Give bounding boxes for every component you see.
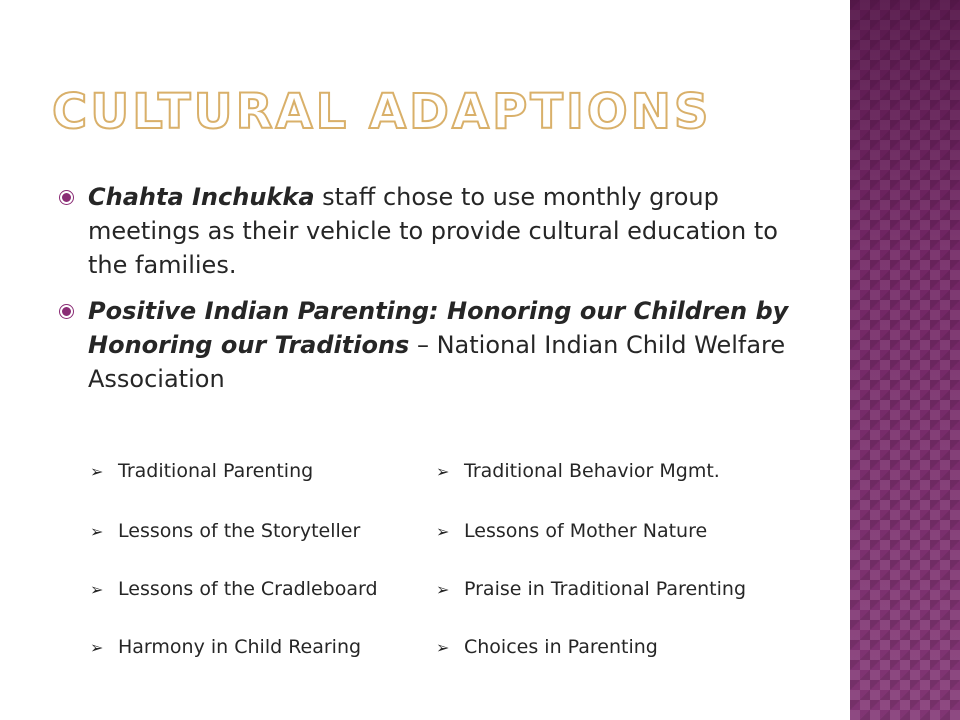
bullet-emphasis: Chahta Inchukka — [88, 183, 315, 211]
bullet-text: staff chose to use monthly group meetings as their vehicle to provide cultural education to the families. — [88, 183, 778, 279]
sub-list-item: ➢ Traditional Parenting — [90, 458, 313, 485]
sub-list-item: ➢ Harmony in Child Rearing — [90, 634, 361, 661]
bullet-list — [58, 180, 798, 408]
sub-list-item: ➢ Choices in Parenting — [436, 634, 658, 661]
arrow-bullet-icon: ➢ — [90, 462, 104, 481]
sub-list-item: ➢ Lessons of Mother Nature — [436, 518, 707, 545]
bullet-item — [58, 180, 798, 282]
circle-bullet-icon — [60, 305, 73, 318]
arrow-bullet-icon: ➢ — [436, 462, 450, 481]
slide-title: CULTURAL ADAPTIONS — [52, 84, 712, 140]
arrow-bullet-icon: ➢ — [90, 638, 104, 657]
arrow-bullet-icon: ➢ — [436, 522, 450, 541]
circle-bullet-icon — [60, 191, 73, 204]
sub-list-item: ➢ Lessons of the Cradleboard — [90, 576, 378, 603]
sub-list-item: ➢ Lessons of the Storyteller — [90, 518, 360, 545]
bullet-emphasis: Positive Indian Parenting: Honoring our Children by Honoring our Traditions — [88, 297, 789, 359]
bullet-text: – National Indian Child Welfare Association — [88, 331, 786, 393]
arrow-bullet-icon: ➢ — [436, 638, 450, 657]
bullet-item — [58, 294, 798, 396]
arrow-bullet-icon: ➢ — [90, 522, 104, 541]
sub-list-item: ➢ Praise in Traditional Parenting — [436, 576, 746, 603]
arrow-bullet-icon: ➢ — [90, 580, 104, 599]
sub-list-item: ➢ Traditional Behavior Mgmt. — [436, 458, 720, 485]
decorative-side-panel — [850, 0, 960, 720]
arrow-bullet-icon: ➢ — [436, 580, 450, 599]
